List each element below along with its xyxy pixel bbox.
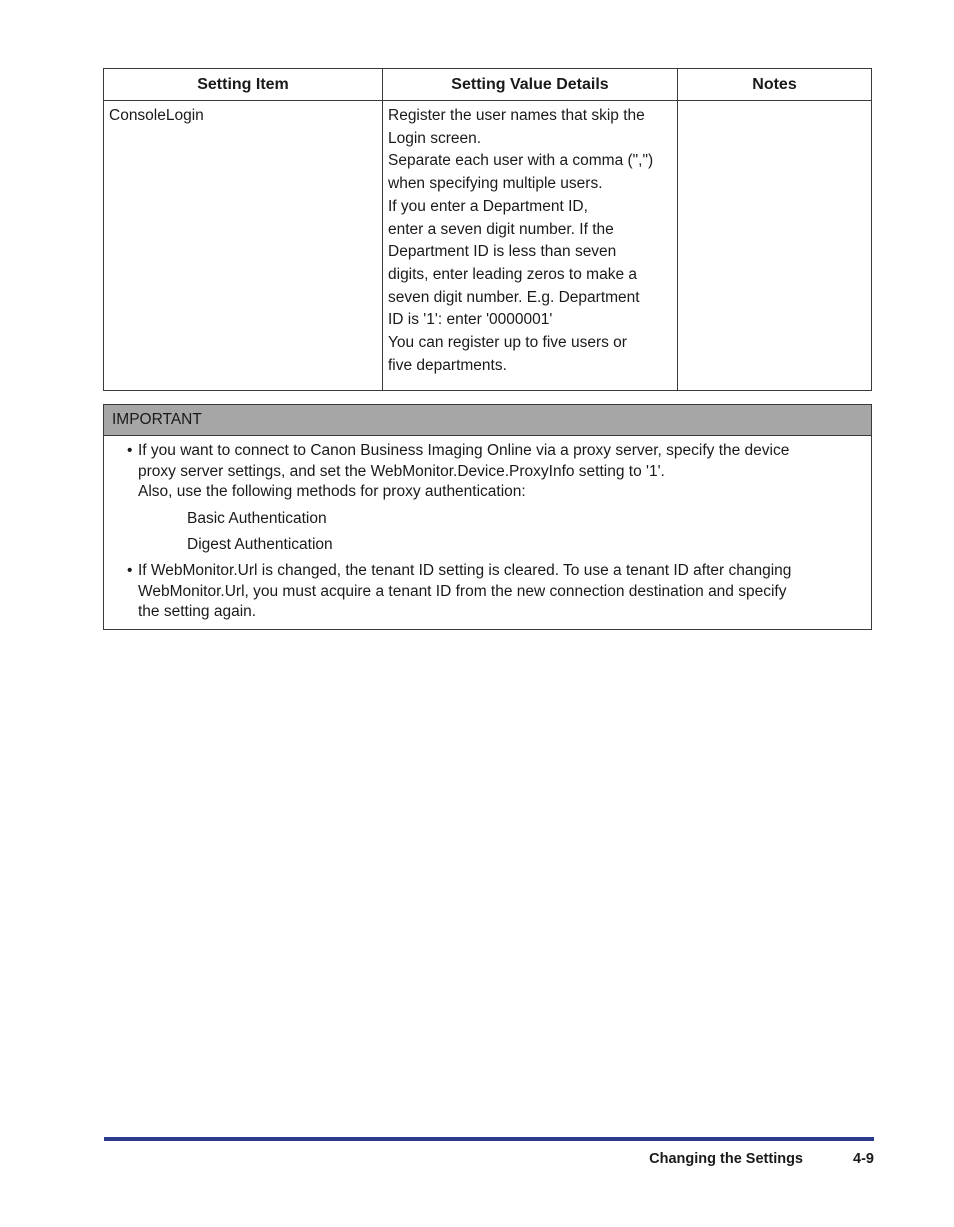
table-row [104, 101, 872, 391]
auth-method-basic: Basic Authentication [187, 509, 327, 527]
details-line: Register the user names that skip the [388, 107, 645, 124]
bullet-icon: • [127, 561, 133, 579]
column-header-setting-item: Setting Item [104, 69, 383, 101]
bullet-text-line: Also, use the following methods for proxy authentication: [138, 483, 526, 501]
details-line: when specifying multiple users. [388, 175, 603, 193]
details-line: Separate each user with a comma (",") [388, 152, 654, 170]
details-line: seven digit number. E.g. Department [388, 288, 640, 306]
setting-item-cell: ConsoleLogin [104, 101, 383, 391]
table-header-row [104, 69, 872, 101]
footer-section-title: Changing the Settings [649, 1151, 803, 1167]
details-line: You can register up to five users or [388, 334, 627, 352]
bullet-text-line: If WebMonitor.Url is changed, the tenant ID setting is cleared. To use a tenant ID after changing [138, 561, 792, 579]
bullet-text-line: the setting again. [138, 603, 257, 621]
column-header-setting-value-details: Setting Value Details [383, 69, 678, 101]
details-line: digits, enter leading zeros to make a [388, 265, 637, 283]
footer-rule [104, 1137, 874, 1141]
bullet-text-line: proxy server settings, and set the WebMonitor.Device.ProxyInfo setting to '1'. [138, 462, 665, 480]
important-box [103, 404, 872, 630]
details-line: Login screen. [388, 129, 482, 147]
details-line: enter a seven digit number. If the [388, 220, 614, 238]
details-line: ID is '1': enter '0000001' [388, 311, 553, 329]
important-bullet-tenant [127, 561, 863, 623]
details-line: five departments. [388, 356, 507, 374]
column-header-notes: Notes [678, 69, 872, 101]
footer-page-number: 4-9 [853, 1151, 874, 1167]
bullet-icon: • [127, 442, 133, 459]
important-bullet-proxy [127, 441, 863, 556]
setting-value-details-cell [383, 101, 678, 391]
notes-cell [678, 101, 872, 391]
auth-method-digest: Digest Authentication [187, 536, 333, 554]
bullet-text-line: If you want to connect to Canon Business Imaging Online via a proxy server, specify the device [138, 442, 790, 459]
details-line: Department ID is less than seven [388, 243, 617, 261]
bullet-text-line: WebMonitor.Url, you must acquire a tenant ID from the new connection destination and specify [138, 582, 787, 600]
important-body [104, 436, 871, 623]
important-title: IMPORTANT [104, 405, 871, 436]
settings-table [103, 68, 872, 391]
details-line: If you enter a Department ID, [388, 197, 588, 215]
